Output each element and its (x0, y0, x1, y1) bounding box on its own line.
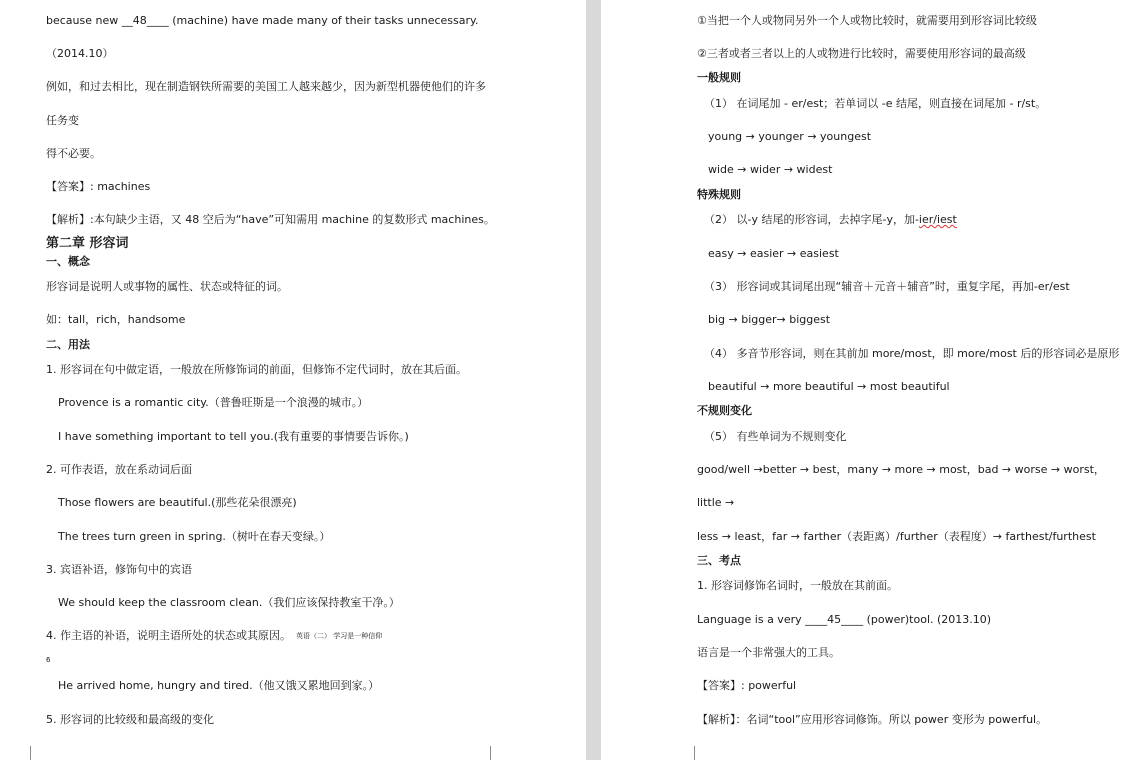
page-number: 6 (46, 656, 51, 664)
text-line: 如：tall，rich，handsome (46, 313, 186, 326)
text-line: ①当把一个人或物同另外一个人或物比较时，就需要用到形容词比较级 (697, 14, 1037, 27)
page-corner-mark (678, 746, 695, 760)
example-line: easy → easier → easiest (708, 247, 839, 260)
example-line: We should keep the classroom clean.（我们应该保持教室干净。） (58, 596, 400, 609)
page-corner-mark (14, 746, 31, 760)
example-line: He arrived home, hungry and tired.（他又饿又累地回到家。） (58, 679, 380, 692)
text-line: （5） 有些单词为不规则变化 (704, 430, 847, 443)
answer-line: 【答案】: powerful (697, 679, 797, 692)
example-line: wide → wider → widest (708, 163, 833, 176)
section-heading: 三、考点 (697, 554, 741, 567)
text-line: 例如，和过去相比，现在制造钢铁所需要的美国工人越来越少，因为新型机器使他们的许多 (46, 80, 486, 93)
text-line: good/well →better → best，many → more → most，bad → worse → worst， (697, 463, 1105, 476)
example-line: The trees turn green in spring.（树叶在春天变绿。） (58, 530, 331, 543)
section-heading: 特殊规则 (697, 188, 741, 201)
text-line: 4. 作主语的补语，说明主语所处的状态或其原因。 (46, 629, 291, 642)
example-line: young → younger → youngest (708, 130, 872, 143)
section-heading: 不规则变化 (697, 404, 752, 417)
text-line: 1. 形容词在句中做定语，一般放在所修饰词的前面，但修饰不定代词时，放在其后面。 (46, 363, 467, 376)
section-heading: 二、用法 (46, 338, 90, 351)
text-line: 得不必要。 (46, 147, 101, 160)
example-line: I have something important to tell you.(我有重要的事情要告诉你。) (58, 430, 409, 443)
chapter-heading: 第二章 形容词 (46, 236, 129, 251)
text-line: because new __48____ (machine) have made many of their tasks unnecessary. (46, 14, 479, 27)
text-line: （4） 多音节形容词，则在其前加 more/most，即 more/most 后的形容词必是原形 (704, 347, 1120, 360)
text-line: （2014.10） (46, 47, 114, 60)
text-line: little → (697, 496, 735, 509)
text-line: （3） 形容词或其词尾出现“辅音＋元音＋辅音”时，重复字尾，再加-er/est (704, 280, 1070, 293)
text-line: 语言是一个非常强大的工具。 (697, 646, 840, 659)
rule-text: （2） 以-y 结尾的形容词，去掉字尾-y，加- (704, 213, 919, 226)
text-line: 1. 形容词修饰名词时，一般放在其前面。 (697, 579, 898, 592)
section-heading: 一、概念 (46, 255, 90, 268)
text-line: less → least，far → farther（表距离）/further（表程度）→ farthest/furthest (697, 530, 1096, 543)
analysis-line: 【解析】:本句缺少主语，又 48 空后为“have”可知需用 machine 的复数形式 machines。 (46, 213, 495, 226)
page-footer-text: 英语（二） 学习是一种信仰 (296, 632, 383, 640)
text-line: 3. 宾语补语，修饰句中的宾语 (46, 563, 192, 576)
text-line: 2. 可作表语，放在系动词后面 (46, 463, 192, 476)
text-line: 任务变 (46, 114, 79, 127)
example-line: big → bigger→ biggest (708, 313, 831, 326)
text-line: 形容词是说明人或事物的属性、状态或特征的词。 (46, 280, 288, 293)
example-line: Provence is a romantic city.（普鲁旺斯是一个浪漫的城市。） (58, 396, 369, 409)
text-line: 5. 形容词的比较级和最高级的变化 (46, 713, 214, 726)
example-line: beautiful → more beautiful → most beautiful (708, 380, 950, 393)
example-line: Language is a very ____45____ (power)tool. (2013.10) (697, 613, 992, 626)
text-line: ②三者或者三者以上的人或物进行比较时，需要使用形容词的最高级 (697, 47, 1026, 60)
page-corner-mark (490, 746, 507, 760)
document-page-right (601, 0, 1145, 760)
spellcheck-word: ier/iest (918, 213, 957, 226)
text-line (704, 213, 957, 227)
answer-line: 【答案】: machines (46, 180, 151, 193)
analysis-line: 【解析】：名词“tool”应用形容词修饰。所以 power 变形为 powerful。 (697, 713, 1048, 726)
example-line: Those flowers are beautiful.(那些花朵很漂亮) (58, 496, 297, 509)
text-line: （1） 在词尾加 - er/est；若单词以 -e 结尾，则直接在词尾加 - r/st。 (704, 97, 1047, 110)
section-heading: 一般规则 (697, 71, 741, 84)
